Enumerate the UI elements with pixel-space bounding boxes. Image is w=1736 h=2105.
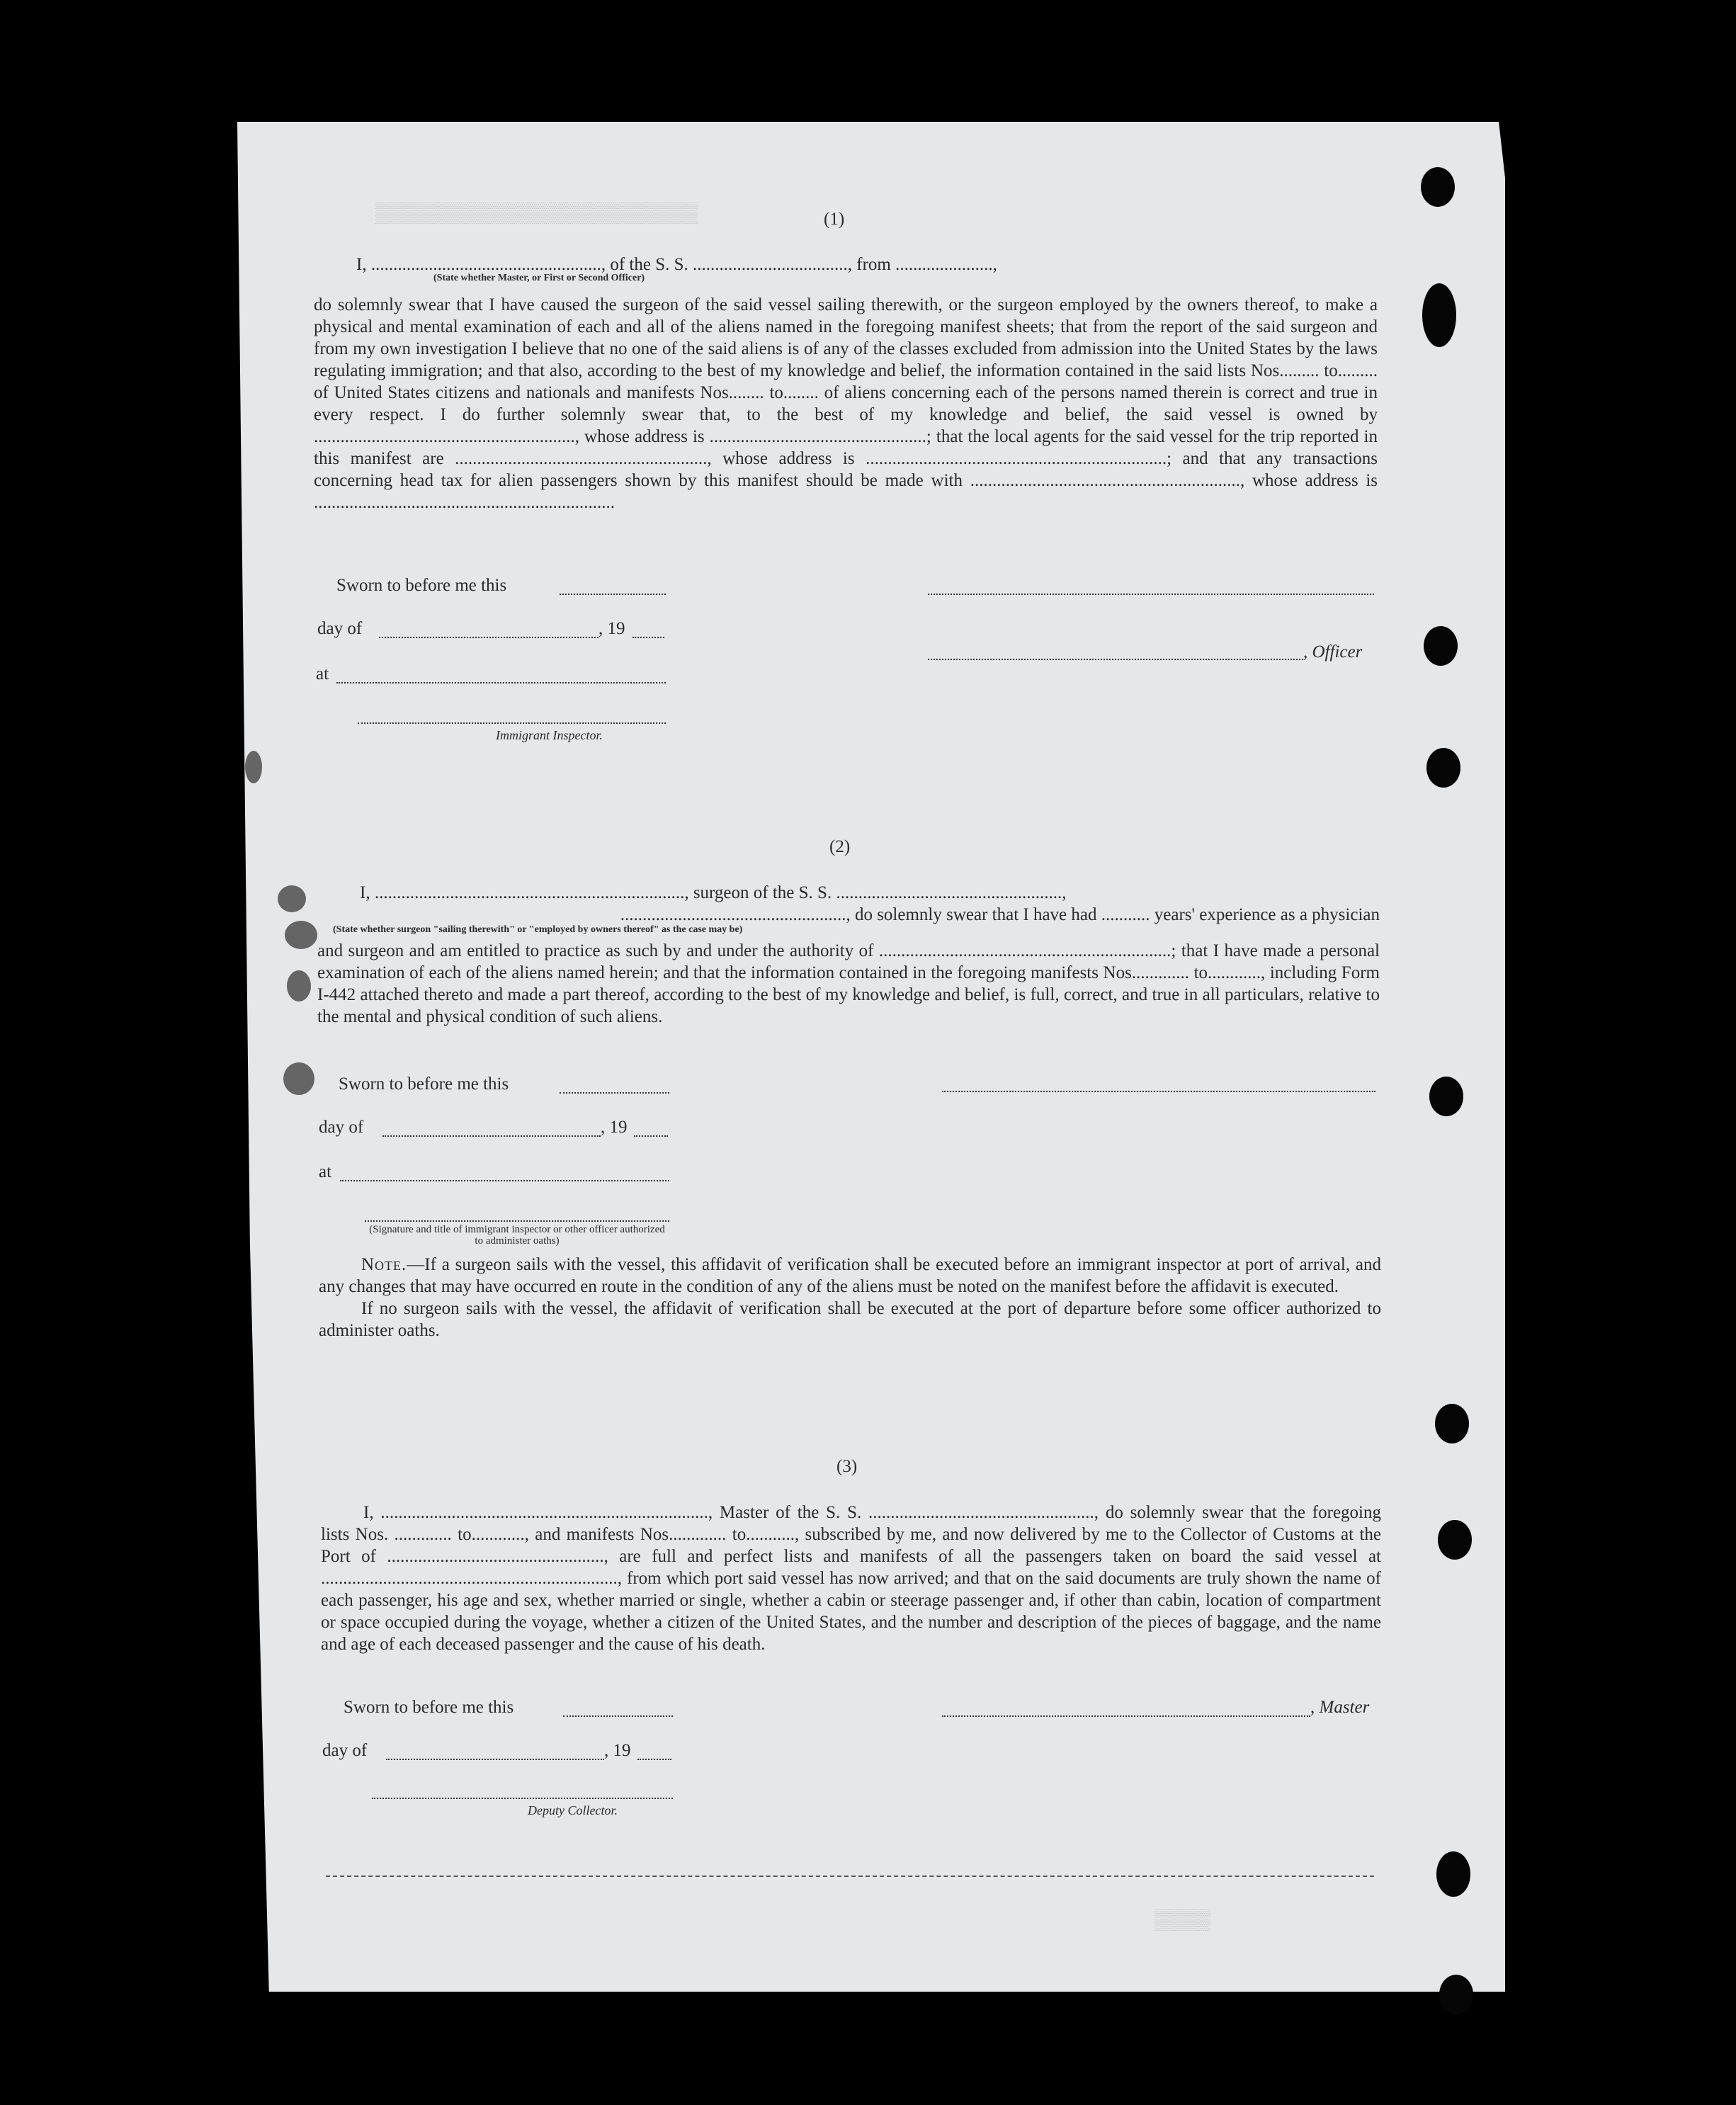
s1-officer-line bbox=[928, 659, 1303, 660]
s2-year: , 19 bbox=[601, 1118, 628, 1137]
binder-hole bbox=[1426, 748, 1460, 788]
s2-year-blank bbox=[634, 1135, 668, 1137]
signature-caption: (Signature and title of immigrant inspector or other officer authorized to administer oaths) bbox=[369, 1224, 665, 1247]
section-2 bbox=[317, 882, 1380, 1028]
s2-at: at bbox=[319, 1162, 332, 1181]
s1-inspector-line bbox=[358, 722, 666, 724]
s2-at-blank bbox=[340, 1180, 669, 1181]
s3-day: day of bbox=[322, 1741, 368, 1760]
s2-day: day of bbox=[319, 1118, 364, 1137]
section-1-body: do solemnly swear that I have caused the surgeon of the said vessel sailing therewith, or the surgeon employed by the owners thereof, to make a physical and mental examination of each and all of the aliens named in the foregoing manifest sheets; that from the report of the said surgeon and from my own investigation I believe that no one of the said aliens is of any of the classes excluded from admission into the United States by the laws regulating immigration; and that also, according to the best of my knowledge and belief, the information contained in the said lists Nos......... to......... of United States citizens and nationals and manifests Nos........ to........ of aliens concerning each of the persons named therein is correct and true in every respect. I do further solemnly swear that, to the best of my knowledge and belief, the said vessel is owned by ..........................................................., whose address is .................................................; that the local agents for the said vessel for the trip reported in this manifest are ........................................................., whose address is ....................................................................; and that any transactions concerning head tax for alien passengers shown by this manifest should be made with ............................................................., whose address is .................................................................... bbox=[314, 295, 1378, 512]
note-paragraph-2: If no surgeon sails with the vessel, the affidavit of verification shall be executed at the port of departure before some officer authorized to administer oaths. bbox=[319, 1299, 1381, 1340]
s2-signature-line bbox=[365, 1220, 669, 1222]
s1-year: , 19 bbox=[598, 619, 625, 638]
section-1-number: (1) bbox=[824, 210, 845, 229]
binder-hole bbox=[1421, 167, 1455, 207]
ink-stain bbox=[245, 751, 262, 783]
s2-right-sig-line bbox=[942, 1091, 1375, 1092]
s2-sworn-blank bbox=[560, 1092, 669, 1094]
ink-stain bbox=[278, 885, 306, 912]
s3-day-blank bbox=[386, 1759, 604, 1760]
bottom-rule bbox=[326, 1876, 1374, 1877]
section-3-body: I, .........................................................................., Master of the S. S. ..................................................., do solemnly swear that the foregoing lists Nos. ............. to............, and manifests Nos............. to..........., subscribed by me, and now delivered by me to the Collector of Customs at the Port of ................................................., are full and perfect lists and manifests of all the passengers taken on board the said vessel at ..................................................................., from which port said vessel has now arrived; and that on the said documents are truly shown the name of each passenger, his age and sex, whether married or single, whether a cabin or steerage passenger and, if other than cabin, location of compartment or space occupied during the voyage, whether a citizen of the United States, and the number and description of the pieces of baggage, and the name and age of each deceased passenger and the cause of his death. bbox=[321, 1503, 1381, 1654]
section-2-body: and surgeon and am entitled to practice as such by and under the authority of ..................................................................; that I have made a personal examination of each of the aliens named herein; and that the information contained in the foregoing manifests Nos............. to............, including Form I-442 attached thereto and made a part thereof, according to the best of my knowledge and belief, is full, correct, and true in all particulars, relative to the mental and physical condition of such aliens. bbox=[317, 941, 1380, 1026]
binder-hole bbox=[1429, 1077, 1463, 1116]
note-text: —If a surgeon sails with the vessel, this affidavit of verification shall be executed before an immigrant inspector at port of arrival, and any changes that may have occurred en route in the condition of any of the aliens must be noted on the manifest before the affidavit is executed. bbox=[319, 1255, 1381, 1296]
officer-hint: (State whether Master, or First or Second Officer) bbox=[433, 273, 645, 283]
s3-sworn: Sworn to before me this bbox=[344, 1698, 514, 1717]
s1-right-sig-line bbox=[928, 594, 1374, 595]
s3-sworn-blank bbox=[563, 1715, 673, 1717]
s1-sworn-blank bbox=[560, 594, 666, 595]
officer-caption: , Officer bbox=[1303, 642, 1363, 662]
s3-deputy-line bbox=[372, 1798, 673, 1799]
s3-year-blank bbox=[637, 1759, 671, 1760]
section-2-line2: ..................................................., do solemnly swear that I have had ........... years' experience as a physician bbox=[620, 905, 1380, 924]
s1-day-blank bbox=[379, 637, 598, 638]
bleed-through-text: ▒▒▒▒ bbox=[1155, 1909, 1211, 1931]
binder-hole bbox=[1424, 626, 1458, 666]
s1-at-blank bbox=[336, 682, 666, 683]
deputy-caption: Deputy Collector. bbox=[528, 1803, 618, 1817]
surgeon-hint: (State whether surgeon "sailing therewith" or "employed by owners thereof" as the case may be) bbox=[333, 924, 743, 935]
s2-day-blank bbox=[382, 1135, 601, 1137]
binder-hole bbox=[1422, 283, 1456, 347]
s3-year: , 19 bbox=[604, 1741, 631, 1760]
note-label: Note. bbox=[361, 1255, 407, 1274]
s3-master-line bbox=[942, 1715, 1310, 1717]
note-paragraph bbox=[319, 1254, 1381, 1298]
inspector-caption: Immigrant Inspector. bbox=[496, 728, 603, 742]
section-2-note bbox=[319, 1254, 1381, 1341]
s1-at: at bbox=[316, 664, 329, 683]
master-caption: , Master bbox=[1310, 1698, 1370, 1717]
ink-stain bbox=[283, 1062, 314, 1095]
s1-sworn: Sworn to before me this bbox=[336, 576, 507, 595]
bleed-through-text: ▒▒▒▒▒▒▒▒▒▒▒▒▒▒▒▒▒▒▒▒▒▒▒ bbox=[375, 202, 699, 224]
section-1-oath-line: I, ...................................................., of the S. S. ..................................., from ......................, bbox=[356, 255, 997, 274]
section-3-number: (3) bbox=[836, 1457, 858, 1476]
binder-hole bbox=[1438, 1520, 1472, 1560]
s2-sworn: Sworn to before me this bbox=[339, 1074, 509, 1094]
ink-stain bbox=[287, 970, 311, 1002]
ink-stain bbox=[285, 921, 317, 949]
binder-hole bbox=[1435, 1404, 1469, 1443]
binder-hole bbox=[1436, 1851, 1470, 1897]
binder-hole bbox=[1439, 1975, 1473, 2014]
s1-year-blank bbox=[632, 637, 664, 638]
section-3 bbox=[321, 1502, 1381, 1655]
section-2-line1: I, ......................................................................, surgeon of the S. S. ..................................................., bbox=[360, 883, 1067, 902]
section-1 bbox=[314, 254, 1378, 514]
section-2-number: (2) bbox=[829, 837, 851, 856]
s1-day: day of bbox=[317, 619, 363, 638]
